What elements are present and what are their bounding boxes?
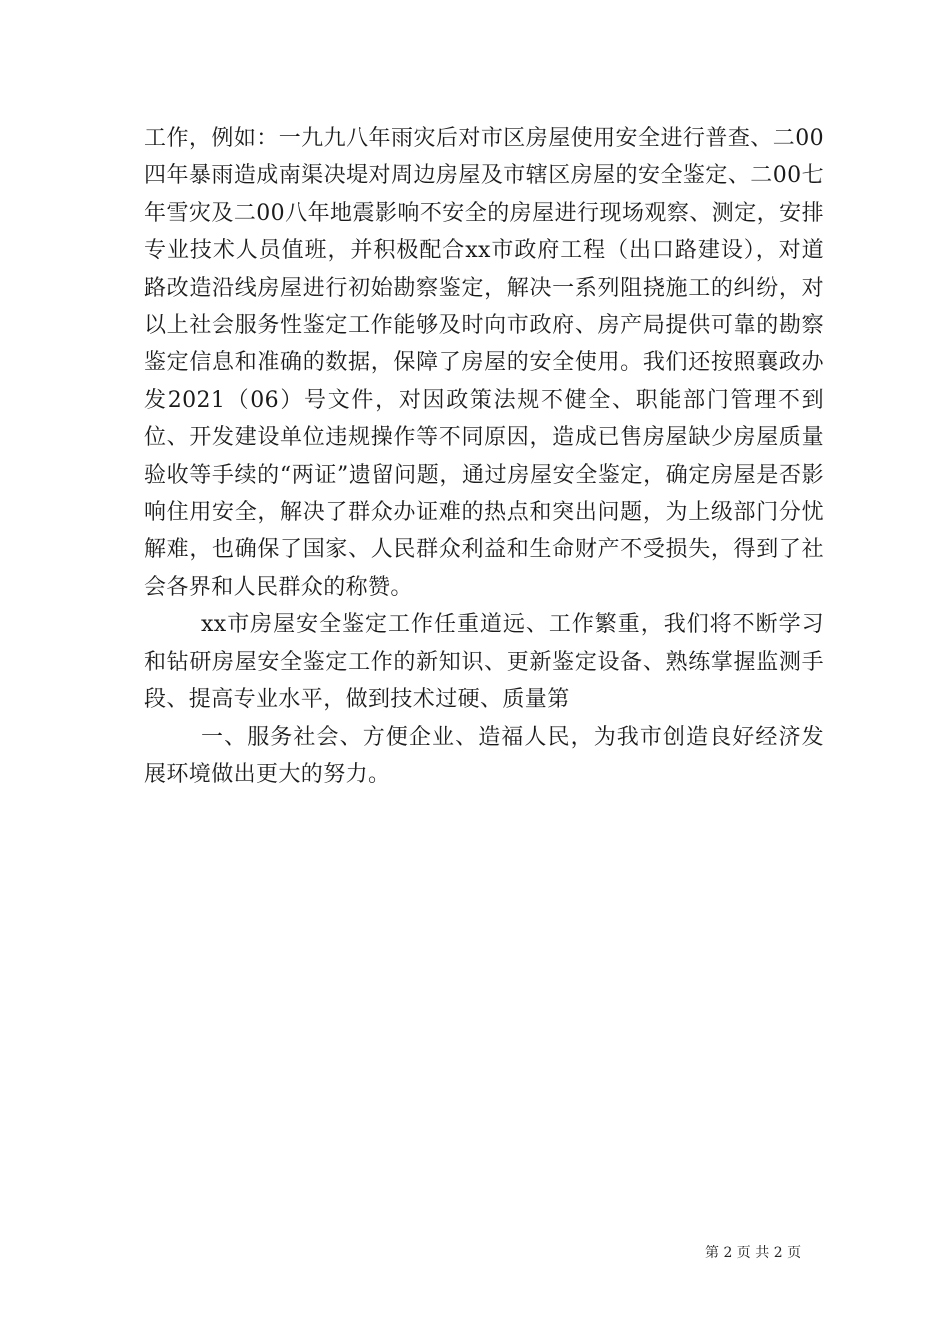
paragraph-1: 工作，例如：一九九八年雨灾后对市区房屋使用安全进行普查、二00四年暴雨造成南渠决堤对周边房屋及市辖区房屋的安全鉴定、二00七年雪灾及二00八年地震影响不安全的房屋进行现场观察、测定，安排专业技术人员值班，并积极配合xx市政府工程（出口路建设），对道路改造沿线房屋进行初始勘察鉴定，解决一系列阻挠施工的纠纷，对以上社会服务性鉴定工作能够及时向市政府、房产局提供可靠的勘察鉴定信息和准确的数据，保障了房屋的安全使用。我们还按照襄政办发2021（06）号文件，对因政策法规不健全、职能部门管理不到位、开发建设单位违规操作等不同原因，造成已售房屋缺少房屋质量验收等手续的“两证”遗留问题，通过房屋安全鉴定，确定房屋是否影响住用安全，解决了群众办证难的热点和突出问题，为上级部门分忧解难，也确保了国家、人民群众利益和生命财产不受损失，得到了社会各界和人民群众的称赞。 [144,126,824,600]
paragraph-2: xx市房屋安全鉴定工作任重道远、工作繁重，我们将不断学习和钻研房屋安全鉴定工作的新知识、更新鉴定设备、熟练掌握监测手段、提高专业水平，做到技术过硬、质量第 [144,612,824,713]
document-body [144,120,824,793]
page-number-footer: 第 2 页 共 2 页 [705,1245,802,1261]
paragraph-3: 一、服务社会、方便企业、造福人民，为我市创造良好经济发展环境做出更大的努力。 [144,724,824,787]
